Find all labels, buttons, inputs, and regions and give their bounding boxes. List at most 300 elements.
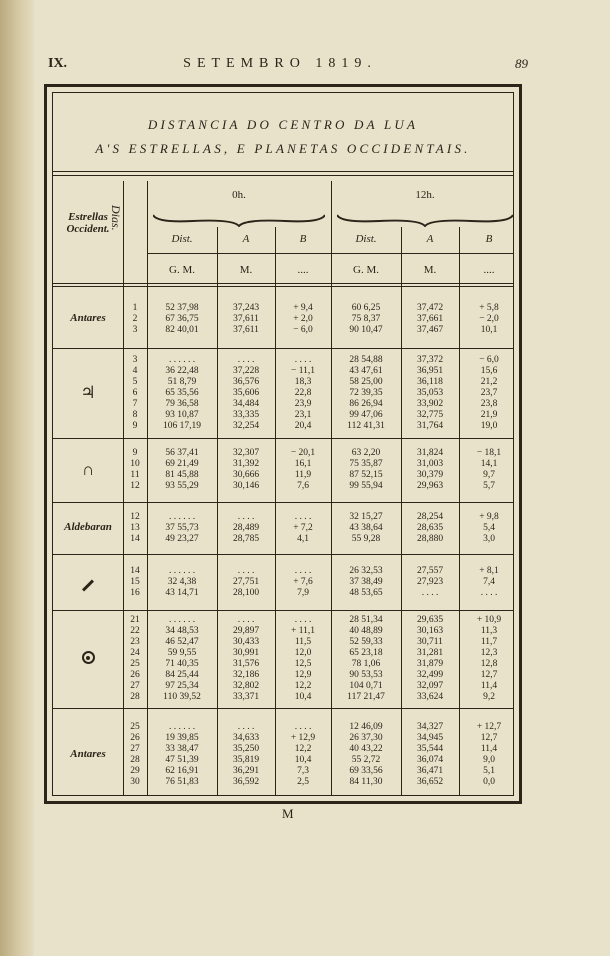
cell-a-0h: 32,254 (232, 421, 260, 431)
running-header (40, 56, 528, 78)
cell-dist-0h: 32 4,38 (167, 577, 197, 587)
star-name: Aldebaran (64, 521, 112, 533)
cell-day: 13 (130, 523, 140, 533)
cell-a-0h: 37,243 (232, 303, 260, 313)
cell-b-12h: 5,7 (483, 481, 495, 491)
table-row (53, 637, 519, 648)
cell-b-12h: 10,1 (480, 325, 498, 335)
cell-b-0h: 23,1 (294, 410, 312, 420)
cell-a-0h: 28,489 (232, 523, 260, 533)
cell-dist-12h: 26 32,53 (349, 566, 383, 576)
cell-dist-12h: 28 51,34 (349, 615, 383, 625)
cell-b-12h: + 10,9 (476, 615, 502, 625)
cell-b-12h: + 5,8 (479, 303, 499, 313)
unit-gm-12: G. M. (353, 264, 379, 276)
cell-a-12h: 32,775 (416, 410, 444, 420)
cell-dist-12h: 86 26,94 (349, 399, 383, 409)
cell-day: 1 (132, 303, 138, 313)
cell-a-12h: 29,635 (416, 615, 444, 625)
cell-dist-0h: 76 51,83 (165, 777, 199, 787)
cell-dist-0h: 79 36,58 (165, 399, 199, 409)
cell-b-0h: . . . . (294, 566, 312, 576)
cell-dist-0h: 52 37,98 (165, 303, 199, 313)
cell-b-12h: 0,0 (483, 777, 495, 787)
table-row (53, 470, 519, 481)
table-row (53, 410, 519, 421)
cell-day: 25 (130, 659, 140, 669)
cell-dist-12h: 75 35,87 (349, 459, 383, 469)
cell-b-0h: + 11,1 (290, 626, 315, 636)
table-row (53, 615, 519, 626)
cell-a-12h: 32,499 (416, 670, 444, 680)
cell-day: 24 (130, 648, 140, 658)
cell-dist-0h: . . . . . . (168, 722, 196, 732)
sub-dist-12: Dist. (355, 233, 377, 245)
cell-a-0h: 36,576 (232, 377, 260, 387)
cell-b-12h: 21,2 (480, 377, 498, 387)
cell-b-0h: + 12,9 (290, 733, 316, 743)
unit-m-12: M. (423, 264, 437, 276)
cell-dist-0h: 93 10,87 (165, 410, 199, 420)
cell-a-12h: 34,327 (416, 722, 444, 732)
cell-a-12h: 28,880 (416, 534, 444, 544)
cell-a-0h: 37,611 (233, 325, 259, 335)
cell-b-12h: 14,1 (480, 459, 498, 469)
cell-b-12h: + 9,8 (479, 512, 499, 522)
cell-dist-0h: 51 8,79 (167, 377, 197, 387)
cell-a-12h: 28,254 (416, 512, 444, 522)
star-group (53, 557, 519, 607)
cell-b-0h: + 7,2 (293, 523, 313, 533)
cell-day: 14 (130, 534, 140, 544)
cell-b-12h: − 6,0 (479, 355, 499, 365)
cell-day: 26 (130, 670, 140, 680)
cell-day: 3 (132, 355, 138, 365)
table-row (53, 512, 519, 523)
cell-dist-0h: 62 16,91 (165, 766, 199, 776)
cell-b-0h: 22,8 (294, 388, 312, 398)
cell-b-0h: + 9,4 (293, 303, 313, 313)
cell-a-0h: . . . . (237, 615, 255, 625)
cell-a-0h: 35,250 (232, 744, 260, 754)
cell-day: 2 (132, 314, 138, 324)
cell-dist-0h: 97 25,34 (165, 681, 199, 691)
table-row (53, 755, 519, 766)
cell-dist-0h: 93 55,29 (165, 481, 199, 491)
cell-day: 6 (132, 388, 138, 398)
cell-b-0h: 10,4 (294, 755, 312, 765)
star-group (53, 293, 519, 345)
cell-dist-12h: 12 46,09 (349, 722, 383, 732)
cell-dist-12h: 43 47,61 (349, 366, 383, 376)
cell-dist-12h: 43 38,64 (349, 523, 383, 533)
table-title-line2: A'S ESTRELLAS, E PLANETAS OCCIDENTAIS. (95, 141, 471, 156)
cell-b-12h: 9,7 (483, 470, 495, 480)
cell-b-0h: 23,9 (294, 399, 312, 409)
table-row (53, 588, 519, 599)
cell-day: 22 (130, 626, 140, 636)
unit-gm-0: G. M. (169, 264, 195, 276)
cell-b-0h: 20,4 (294, 421, 312, 431)
cell-day: 26 (130, 733, 140, 743)
unit-dots-0: .... (297, 264, 309, 276)
cell-a-12h: 33,624 (416, 692, 444, 702)
cell-b-12h: − 2,0 (479, 314, 499, 324)
cell-a-0h: 34,633 (232, 733, 260, 743)
cell-a-0h: 37,228 (232, 366, 260, 376)
cell-b-12h: 11,4 (480, 744, 498, 754)
cell-a-12h: 37,372 (416, 355, 444, 365)
cell-dist-12h: 104 0,71 (349, 681, 383, 691)
cell-a-12h: 31,764 (416, 421, 444, 431)
cell-dist-0h: 19 39,85 (165, 733, 199, 743)
cell-dist-12h: 90 53,53 (349, 670, 383, 680)
table-row (53, 355, 519, 366)
table-row (53, 388, 519, 399)
group-divider (53, 610, 513, 611)
table-row (53, 566, 519, 577)
sub-a-0: A (242, 233, 250, 245)
group-divider (53, 348, 513, 349)
table-row (53, 648, 519, 659)
cell-a-0h: 34,484 (232, 399, 260, 409)
cell-b-0h: − 6,0 (293, 325, 313, 335)
unit-dots-12: .... (483, 264, 495, 276)
cell-b-12h: 12,7 (480, 733, 498, 743)
cell-b-0h: . . . . (294, 512, 312, 522)
cell-a-12h: 36,074 (416, 755, 444, 765)
cell-dist-12h: 63 2,20 (351, 448, 381, 458)
cell-a-0h: . . . . (237, 512, 255, 522)
cell-b-0h: . . . . (294, 615, 312, 625)
cell-a-12h: 37,467 (416, 325, 444, 335)
cell-dist-12h: 40 48,89 (349, 626, 383, 636)
cell-dist-12h: 52 59,33 (349, 637, 383, 647)
cell-a-12h: 29,963 (416, 481, 444, 491)
table-row (53, 626, 519, 637)
cell-b-12h: − 18,1 (476, 448, 502, 458)
cell-a-0h: 36,291 (232, 766, 260, 776)
table-row (53, 659, 519, 670)
cell-dist-12h: 48 53,65 (349, 588, 383, 598)
cell-b-0h: + 2,0 (293, 314, 313, 324)
cell-b-12h: 5,1 (483, 766, 495, 776)
cell-day: 5 (132, 377, 138, 387)
cell-dist-12h: 60 6,25 (351, 303, 381, 313)
cell-a-0h: 30,991 (232, 648, 260, 658)
cell-a-12h: 27,923 (416, 577, 444, 587)
table-row (53, 421, 519, 432)
cell-dist-0h: 81 45,88 (165, 470, 199, 480)
cell-b-12h: 19,0 (480, 421, 498, 431)
cell-dist-0h: 37 55,73 (165, 523, 199, 533)
cell-dist-0h: 69 21,49 (165, 459, 199, 469)
cell-b-0h: − 11,1 (290, 366, 315, 376)
cell-a-0h: 30,146 (232, 481, 260, 491)
star-group (53, 441, 519, 499)
table-row (53, 303, 519, 314)
table-row (53, 481, 519, 492)
cell-b-12h: 12,8 (480, 659, 498, 669)
cell-a-0h: 28,785 (232, 534, 260, 544)
cell-a-12h: 36,471 (416, 766, 444, 776)
cell-dist-12h: 87 52,15 (349, 470, 383, 480)
table-row (53, 722, 519, 733)
star-group (53, 351, 519, 435)
col-header-star: Estrellas Occident. (66, 211, 110, 235)
cell-a-12h: . . . . (421, 588, 439, 598)
table-row (53, 670, 519, 681)
cell-day: 23 (130, 637, 140, 647)
cell-dist-12h: 99 47,06 (349, 410, 383, 420)
cell-a-0h: 32,186 (232, 670, 260, 680)
cell-b-0h: 10,4 (294, 692, 312, 702)
cell-dist-12h: 69 33,56 (349, 766, 383, 776)
cell-b-0h: 12,2 (294, 681, 312, 691)
group-divider (53, 502, 513, 503)
cell-dist-0h: 46 52,47 (165, 637, 199, 647)
cell-a-12h: 30,711 (417, 637, 443, 647)
cell-dist-12h: 78 1,06 (351, 659, 381, 669)
cell-a-0h: 30,433 (232, 637, 260, 647)
cell-a-0h: . . . . (237, 355, 255, 365)
table-row (53, 534, 519, 545)
cell-day: 12 (130, 512, 140, 522)
cell-a-0h: 33,335 (232, 410, 260, 420)
cell-dist-0h: . . . . . . (168, 615, 196, 625)
cell-b-0h: 12,2 (294, 744, 312, 754)
cell-dist-12h: 55 2,72 (351, 755, 381, 765)
cell-dist-0h: 56 37,41 (165, 448, 199, 458)
table-row (53, 448, 519, 459)
cell-day: 10 (130, 459, 140, 469)
star-name: Antares (70, 312, 106, 324)
cell-b-12h: 15,6 (480, 366, 498, 376)
cell-dist-0h: . . . . . . (168, 355, 196, 365)
cell-day: 11 (130, 470, 140, 480)
table-row (53, 744, 519, 755)
cell-b-12h: 5,4 (483, 523, 495, 533)
cell-a-12h: 30,379 (416, 470, 444, 480)
cell-dist-12h: 65 23,18 (349, 648, 383, 658)
cell-dist-0h: 47 51,39 (165, 755, 199, 765)
group-divider (53, 554, 513, 555)
unit-m-0: M. (239, 264, 253, 276)
brace-0h-icon (153, 213, 325, 227)
cell-dist-12h: 40 43,22 (349, 744, 383, 754)
table-row (53, 399, 519, 410)
cell-day: 28 (130, 755, 140, 765)
hour-0-header: 0h. (232, 189, 246, 201)
table-title-line1: DISTANCIA DO CENTRO DA LUA (147, 117, 419, 132)
cell-b-12h: 23,7 (480, 388, 498, 398)
table-row (53, 733, 519, 744)
cell-day: 29 (130, 766, 140, 776)
cell-b-0h: 7,6 (297, 481, 309, 491)
cell-b-0h: 7,3 (297, 766, 309, 776)
cell-a-0h: 35,819 (232, 755, 260, 765)
cell-day: 30 (130, 777, 140, 787)
cell-b-12h: 11,4 (480, 681, 498, 691)
book-spine-shadow (0, 0, 34, 956)
col-header-days: Dias. (109, 205, 123, 231)
cell-a-0h: 31,392 (232, 459, 260, 469)
cell-day: 4 (132, 366, 138, 376)
cell-day: 14 (130, 566, 140, 576)
cell-a-0h: 32,307 (232, 448, 260, 458)
cell-dist-0h: 65 35,56 (165, 388, 199, 398)
table-frame (44, 84, 522, 804)
sub-b-0: B (299, 233, 307, 245)
cell-dist-0h: 110 39,52 (163, 692, 201, 702)
cell-b-0h: 12,5 (294, 659, 312, 669)
cell-dist-0h: 43 14,71 (165, 588, 199, 598)
cell-day: 7 (132, 399, 138, 409)
cell-dist-0h: 49 23,27 (165, 534, 199, 544)
cell-dist-0h: . . . . . . (168, 512, 196, 522)
cell-dist-12h: 72 39,35 (349, 388, 383, 398)
brace-12h-icon (337, 213, 513, 227)
cell-a-0h: . . . . (237, 566, 255, 576)
cell-dist-0h: . . . . . . (168, 566, 196, 576)
cell-b-0h: 16,1 (294, 459, 312, 469)
cell-a-0h: 32,802 (232, 681, 260, 691)
cell-dist-12h: 90 10,47 (349, 325, 383, 335)
hour-12-header: 12h. (415, 189, 435, 201)
table-row (53, 681, 519, 692)
table-row (53, 777, 519, 788)
table-row (53, 314, 519, 325)
cell-dist-0h: 59 9,55 (167, 648, 197, 658)
cell-b-12h: 21,9 (480, 410, 498, 420)
cell-day: 3 (132, 325, 138, 335)
sub-a-12: A (426, 233, 434, 245)
table-row (53, 577, 519, 588)
cell-b-12h: + 8,1 (479, 566, 499, 576)
sub-dist-0: Dist. (171, 233, 193, 245)
cell-b-0h: 11,9 (294, 470, 312, 480)
cell-day: 25 (130, 722, 140, 732)
cell-b-12h: 11,7 (480, 637, 498, 647)
cell-b-0h: 12,0 (294, 648, 312, 658)
cell-a-12h: 37,661 (416, 314, 444, 324)
cell-b-0h: 2,5 (297, 777, 309, 787)
cell-a-12h: 27,557 (416, 566, 444, 576)
star-group (53, 710, 519, 800)
cell-b-12h: 9,2 (483, 692, 495, 702)
cell-dist-12h: 75 8,37 (351, 314, 381, 324)
cell-a-0h: 30,666 (232, 470, 260, 480)
cell-a-0h: 35,606 (232, 388, 260, 398)
cell-day: 27 (130, 744, 140, 754)
cell-dist-12h: 99 55,94 (349, 481, 383, 491)
cell-a-0h: 31,576 (232, 659, 260, 669)
table-row (53, 692, 519, 703)
cell-a-0h: 37,611 (233, 314, 259, 324)
cell-a-0h: 36,592 (232, 777, 260, 787)
star-name: Antares (70, 748, 106, 760)
cell-dist-0h: 36 22,48 (165, 366, 199, 376)
table-row (53, 766, 519, 777)
cell-dist-0h: 71 40,35 (165, 659, 199, 669)
cell-a-0h: 27,751 (232, 577, 260, 587)
cell-a-12h: 34,945 (416, 733, 444, 743)
cell-dist-12h: 26 37,30 (349, 733, 383, 743)
cell-a-12h: 35,053 (416, 388, 444, 398)
cell-b-12h: + 12,7 (476, 722, 502, 732)
cell-day: 15 (130, 577, 140, 587)
day-number: IX. (48, 56, 68, 71)
group-divider (53, 438, 513, 439)
cell-b-12h: 12,3 (480, 648, 498, 658)
cell-b-0h: 11,5 (294, 637, 312, 647)
cell-a-12h: 31,824 (416, 448, 444, 458)
cell-dist-0h: 82 40,01 (165, 325, 199, 335)
cell-b-12h: 3,0 (483, 534, 495, 544)
table-row (53, 325, 519, 336)
cell-day: 28 (130, 692, 140, 702)
cell-b-12h: 9,0 (483, 755, 495, 765)
table-row (53, 377, 519, 388)
star-group (53, 613, 519, 705)
cell-a-12h: 31,281 (416, 648, 444, 658)
star-group (53, 505, 519, 551)
cell-b-0h: − 20,1 (290, 448, 316, 458)
printer-signature: M (282, 806, 294, 821)
cell-a-12h: 28,635 (416, 523, 444, 533)
cell-day: 9 (132, 421, 138, 431)
cell-b-0h: 4,1 (297, 534, 309, 544)
cell-a-12h: 36,652 (416, 777, 444, 787)
cell-b-0h: . . . . (294, 355, 312, 365)
table-inner-frame (52, 92, 514, 796)
table-row (53, 523, 519, 534)
cell-dist-12h: 117 21,47 (347, 692, 385, 702)
cell-a-12h: 32,097 (416, 681, 444, 691)
cell-a-12h: 35,544 (416, 744, 444, 754)
cell-b-12h: . . . . (480, 588, 498, 598)
cell-day: 9 (132, 448, 138, 458)
cell-a-12h: 31,879 (416, 659, 444, 669)
cell-dist-12h: 55 9,28 (351, 534, 381, 544)
cell-dist-12h: 37 38,49 (349, 577, 383, 587)
cell-dist-12h: 58 25,00 (349, 377, 383, 387)
cell-b-12h: 23,8 (480, 399, 498, 409)
cell-day: 27 (130, 681, 140, 691)
cell-a-12h: 31,003 (416, 459, 444, 469)
cell-a-0h: 28,100 (232, 588, 260, 598)
cell-dist-0h: 33 38,47 (165, 744, 199, 754)
cell-day: 12 (130, 481, 140, 491)
cell-b-0h: + 7,6 (293, 577, 313, 587)
cell-dist-0h: 34 48,53 (165, 626, 199, 636)
cell-b-12h: 7,4 (483, 577, 495, 587)
cell-b-0h: 7,9 (297, 588, 309, 598)
cell-dist-12h: 28 54,88 (349, 355, 383, 365)
sub-b-12: B (485, 233, 493, 245)
cell-day: 21 (130, 615, 140, 625)
cell-b-12h: 12,7 (480, 670, 498, 680)
cell-a-12h: 37,472 (416, 303, 444, 313)
ascending-node-symbol-icon: ∩ (81, 460, 95, 479)
cell-a-0h: 29,897 (232, 626, 260, 636)
cell-a-0h: 33,371 (232, 692, 260, 702)
cell-a-0h: . . . . (237, 722, 255, 732)
cell-dist-12h: 32 15,27 (349, 512, 383, 522)
cell-a-12h: 36,118 (417, 377, 443, 387)
cell-b-0h: 12,9 (294, 670, 312, 680)
cell-dist-0h: 67 36,75 (165, 314, 199, 324)
